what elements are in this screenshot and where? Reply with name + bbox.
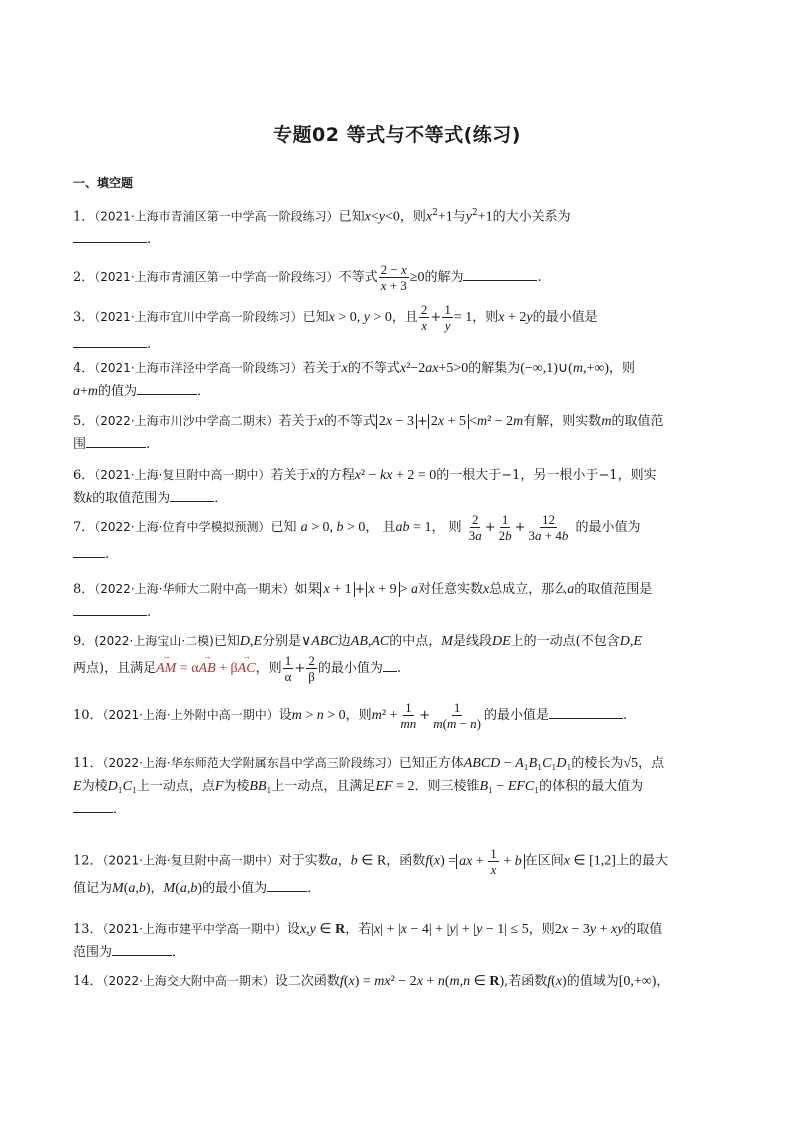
answer-blank (267, 877, 307, 892)
question-8: 8．（2022·上海·华师大二附中高一期末）如果 x + 1 + x + 9 > a对任意实数x总成立，那么a的取值范围是 . (73, 582, 653, 620)
absolute-value: x + 9 (366, 582, 400, 597)
math-variable: x (483, 582, 490, 597)
answer-blank (73, 543, 105, 558)
math-variable: a (330, 853, 338, 869)
question-3: 3．（2021·上海市宜川中学高一阶段练习）已知x > 0, y > 0，且 $\frac{2}{x}$ + $\frac{1}{y}$ = 1，则x + 2y的最小值是 . (73, 302, 598, 352)
question-10: 10．（2021·上海·上外附中高一期中）设m > n > 0，则m² + $\frac{1}{mn}$ + $\frac{1}{m(m - n)}$ 的最小值是 . (73, 700, 628, 731)
section-heading: 一、填空题 (73, 176, 134, 190)
fraction-numerator: 2 (308, 653, 315, 668)
vector: → AM (156, 657, 176, 680)
answer-blank (73, 601, 147, 616)
math-expression: AB,AC (350, 634, 390, 649)
math-expression: D,E (239, 634, 263, 649)
fraction-denominator: 3a + 4b (528, 528, 569, 543)
fraction-denominator: β (308, 669, 315, 684)
answer-blank (549, 704, 623, 719)
fraction-denominator: x (490, 862, 497, 877)
math-operator: +1 (437, 209, 453, 225)
fraction-numerator: 1 (405, 700, 412, 715)
question-4: 4．（2021·上海市洋泾中学高一阶段练习）若关于x的不等式x²−2ax+5>0的解集为(−∞,1)∪(m,+∞)，则 a+m的值为 ． (73, 361, 636, 399)
math-operator: < (370, 209, 379, 225)
answer-blank (137, 380, 197, 395)
question-number: 6． (73, 468, 95, 483)
fraction-denominator: 3a (468, 528, 482, 543)
question-source: （2021·上海市洋泾中学高一阶段练习） (94, 361, 303, 375)
question-number: 1． (73, 209, 95, 225)
fraction (467, 512, 484, 543)
question-13: 13．（2021·上海市建平中学高一期中）设x,y ∈ R，若|x| + |x − 4| + |y| + |y − 1| ≤ 5，则2x − 3y + xy的取值 范围为 ． (73, 922, 663, 960)
math-expression: f(x) (547, 974, 567, 989)
question-12: 12．（2021·上海·复旦附中高一期中）对于实数a，b ∈ R，函数f(x) = ax + $\frac{1}{x}$ + b 在区间x ∈ [1,2]上的最大 值记为M(a,b)，M(a,b)的最小值为 ． (73, 846, 668, 896)
question-number: 9． (73, 634, 95, 649)
question-source: （2022·上海·位育中学模拟预测） (94, 520, 271, 534)
math-variable: F (214, 779, 224, 794)
fraction-numerator: 1 (490, 846, 497, 861)
math-variable: E (73, 779, 82, 794)
math-variable: DE (491, 634, 511, 649)
fraction-numerator: 12 (541, 512, 555, 527)
answer-blank (170, 487, 214, 502)
math-expression: ∨ABC (301, 634, 338, 649)
math-expression: x² − kx + 2 = 0 (354, 468, 437, 483)
math-expression: |x| + |x − 4| + |y| + |y − 1| ≤ 5 (371, 922, 529, 937)
answer-blank (73, 228, 147, 243)
math-expression: f(x) = (425, 853, 457, 869)
question-7: 7．（2022·上海·位育中学模拟预测）已知 a > 0, b > 0， 且ab = 1， 则 $\frac{2}{3a}$ + $\frac{1}{2b}$ + $\frac{12}{3a + 4b}$ 的最小值为 . (73, 512, 641, 562)
math-variable: x (341, 361, 348, 376)
math-expression: m² + (371, 708, 398, 723)
math-operator: <0 (385, 209, 400, 225)
question-number: 2． (73, 270, 95, 285)
fraction-numerator: 1 (453, 700, 461, 715)
question-text-part: 已知 (338, 209, 365, 225)
question-source: （2021·上海·复旦附中高一期中） (94, 468, 271, 482)
question-14: 14．（2022·上海交大附中高一期末）设二次函数f(x) = mx² − 2x + n(m,n ∈ R),若函数f(x)的值域为[0,+∞)， (73, 974, 670, 989)
fraction (419, 302, 430, 333)
math-operator: ≥0 (409, 270, 425, 285)
absolute-value: x + 1 (320, 582, 354, 597)
math-variable: x (425, 209, 433, 225)
math-expression: x²−2ax+5>0 (399, 361, 469, 376)
answer-blank (383, 657, 397, 672)
question-number: 5． (73, 414, 95, 429)
question-source: （2022·上海·华师大二附中高一期末） (94, 582, 295, 596)
math-exponent: 2 (432, 208, 438, 218)
math-expression: m > n > 0 (291, 708, 346, 723)
fraction (488, 846, 499, 877)
math-expression: <m² − 2m (469, 414, 524, 429)
fraction (442, 302, 453, 333)
question-source: （2021·上海市青浦区第一中学高一阶段练习） (94, 209, 339, 224)
math-expression: x + 2y (498, 310, 533, 325)
answer-blank (73, 333, 147, 348)
absolute-value: 2x + 5 (428, 414, 469, 429)
math-expression: ab = 1 (395, 520, 432, 535)
math-expression: [0,+∞) (618, 974, 657, 989)
math-variable: M (441, 634, 453, 649)
fraction (306, 653, 317, 684)
math-expression: a > 0, b > 0 (300, 520, 366, 535)
question-source: （2021·上海市青浦区第一中学高一阶段练习） (94, 270, 339, 284)
fraction (431, 700, 483, 731)
fraction-numerator: 1 (501, 512, 509, 527)
answer-blank (86, 433, 146, 448)
fraction (398, 700, 418, 731)
math-expression: f(x) = mx² − 2x + n(m,n ∈ R) (339, 974, 505, 989)
math-expression: M(a,b) (163, 881, 203, 896)
fraction (497, 512, 514, 543)
fraction-denominator: y (444, 318, 451, 333)
math-expression: x (364, 209, 371, 225)
question-source: （2022·上海交大附中高一期末） (102, 974, 275, 988)
fraction-numerator: 2 (471, 512, 479, 527)
question-11: 11．（2022·上海·华东师范大学附属东昌中学高三阶段练习）已知正方体ABCD − A₁B₁C₁D₁的棱长为√5，点 E为棱D₁C₁上一动点，点F为棱BB₁上一动点，且满足EF = 2．则三棱锥B₁ − EFC₁的体积的最大值为 ． (73, 756, 665, 817)
math-expression: b ∈ R (350, 853, 387, 869)
question-source: （2021·上海市建平中学高一期中） (102, 922, 287, 936)
math-expression: x,y ∈ R (299, 922, 346, 937)
question-number: 12． (73, 853, 103, 869)
math-expression: (−∞,1)∪(m,+∞) (520, 361, 610, 376)
math-variable: m (601, 414, 612, 429)
question-2: 2．（2021·上海市青浦区第一中学高一阶段练习）不等式 $\frac{2 - x}{x + 3}$ ≥0的解为 . (73, 262, 542, 293)
question-5: 5．（2022·上海市川沙中学高二期末）若关于x的不等式 2x − 3 + 2x + 5 <m² − 2m有解，则实数m的取值范 围 . (73, 414, 664, 452)
math-operator: +1 (477, 209, 493, 225)
math-variable: k (86, 491, 93, 506)
math-expression: x ∈ [1,2] (563, 853, 616, 869)
math-variable: y (465, 209, 473, 225)
question-source: （2022·上海·华东师范大学附属东昌中学高三阶段练习） (102, 756, 399, 770)
vector: → AB (199, 657, 216, 680)
question-1: 1．（2021·上海市青浦区第一中学高一阶段练习）已知x<y<0，则$x^2+1$与$y^2+1$的大小关系为 . (73, 208, 571, 248)
answer-blank (73, 798, 113, 813)
question-number: 7． (73, 520, 95, 535)
fraction-denominator: x + 3 (380, 278, 407, 293)
answer-blank (112, 941, 172, 956)
fraction-denominator: x (421, 318, 428, 333)
page-title: 专题02 等式与不等式(练习) (273, 124, 521, 146)
math-expression: x > 0, y > 0 (328, 310, 392, 325)
question-source: （2022·上海市川沙中学高二期末） (94, 414, 279, 428)
question-number: 3． (73, 310, 95, 325)
math-expression: D,E (619, 634, 642, 649)
math-variable: a (567, 582, 575, 597)
math-variable: x (317, 414, 324, 429)
math-exponent: 2 (472, 208, 478, 218)
absolute-value: 2x − 3 (376, 414, 417, 429)
math-expression: EF = 2 (375, 779, 415, 794)
question-source: (2022·上海宝山·二模) (94, 634, 214, 648)
math-expression: B₁ − EFC₁ (479, 779, 540, 794)
math-expression: > a (399, 582, 419, 597)
fraction-denominator: mn (400, 716, 417, 731)
answer-blank (463, 266, 537, 281)
question-number: 10． (73, 708, 103, 723)
fraction-numerator: 1 (444, 302, 451, 317)
question-number: 13． (73, 922, 103, 937)
absolute-value: ax + $\frac{1}{x}$ + b (456, 854, 525, 869)
math-expression: BB₁ (249, 779, 272, 794)
question-source: （2021·上海·上外附中高一期中） (102, 708, 279, 722)
fraction (283, 653, 294, 684)
math-expression: a+m (73, 384, 99, 399)
question-9: 9．(2022·上海宝山·二模)已知D,E分别是∨ABC边AB,AC的中点，M是线段DE上的一动点(不包含D,E 两点)，且满足→ AM = α→ AB + β→ AC，则 $\frac{1}{\alpha}$ + $\frac{2}{\beta}$ 的最小值为 . (73, 630, 725, 684)
question-source: （2021·上海市宜川中学高一阶段练习） (94, 310, 303, 324)
math-variable: y (378, 209, 385, 225)
math-expression: 2x − 3y + xy (554, 922, 624, 937)
question-6: 6．（2021·上海·复旦附中高一期中）若关于x的方程x² − kx + 2 = 0的一根大于−1，另一根小于−1，则实 数k的取值范围为 ． (73, 468, 657, 506)
fraction-numerator: 2 (420, 302, 428, 317)
fraction-denominator: α (284, 669, 292, 684)
question-number: 11． (73, 756, 103, 771)
question-source: （2021·上海·复旦附中高一期中） (102, 853, 279, 868)
fraction-denominator: 2b (498, 528, 512, 543)
fraction (527, 512, 571, 543)
math-expression: ABCD − A₁B₁C₁D₁ (463, 756, 572, 771)
math-expression: D₁C₁ (107, 779, 137, 794)
fraction (379, 262, 409, 293)
fraction-numerator: 2 − x (380, 262, 407, 277)
question-number: 8． (73, 582, 95, 597)
vector-equation: → AM = α→ AB + β→ AC (156, 661, 255, 676)
math-expression: √5 (623, 756, 639, 771)
math-operator: = 1 (453, 310, 473, 325)
question-number: 4． (73, 361, 95, 376)
math-expression: M(a,b) (112, 881, 151, 896)
question-number: 14． (73, 974, 103, 989)
vector: → AC (238, 657, 256, 680)
fraction-numerator: 1 (284, 653, 292, 668)
fraction-denominator: m(m − n) (433, 716, 482, 731)
math-variable: x (309, 468, 316, 483)
